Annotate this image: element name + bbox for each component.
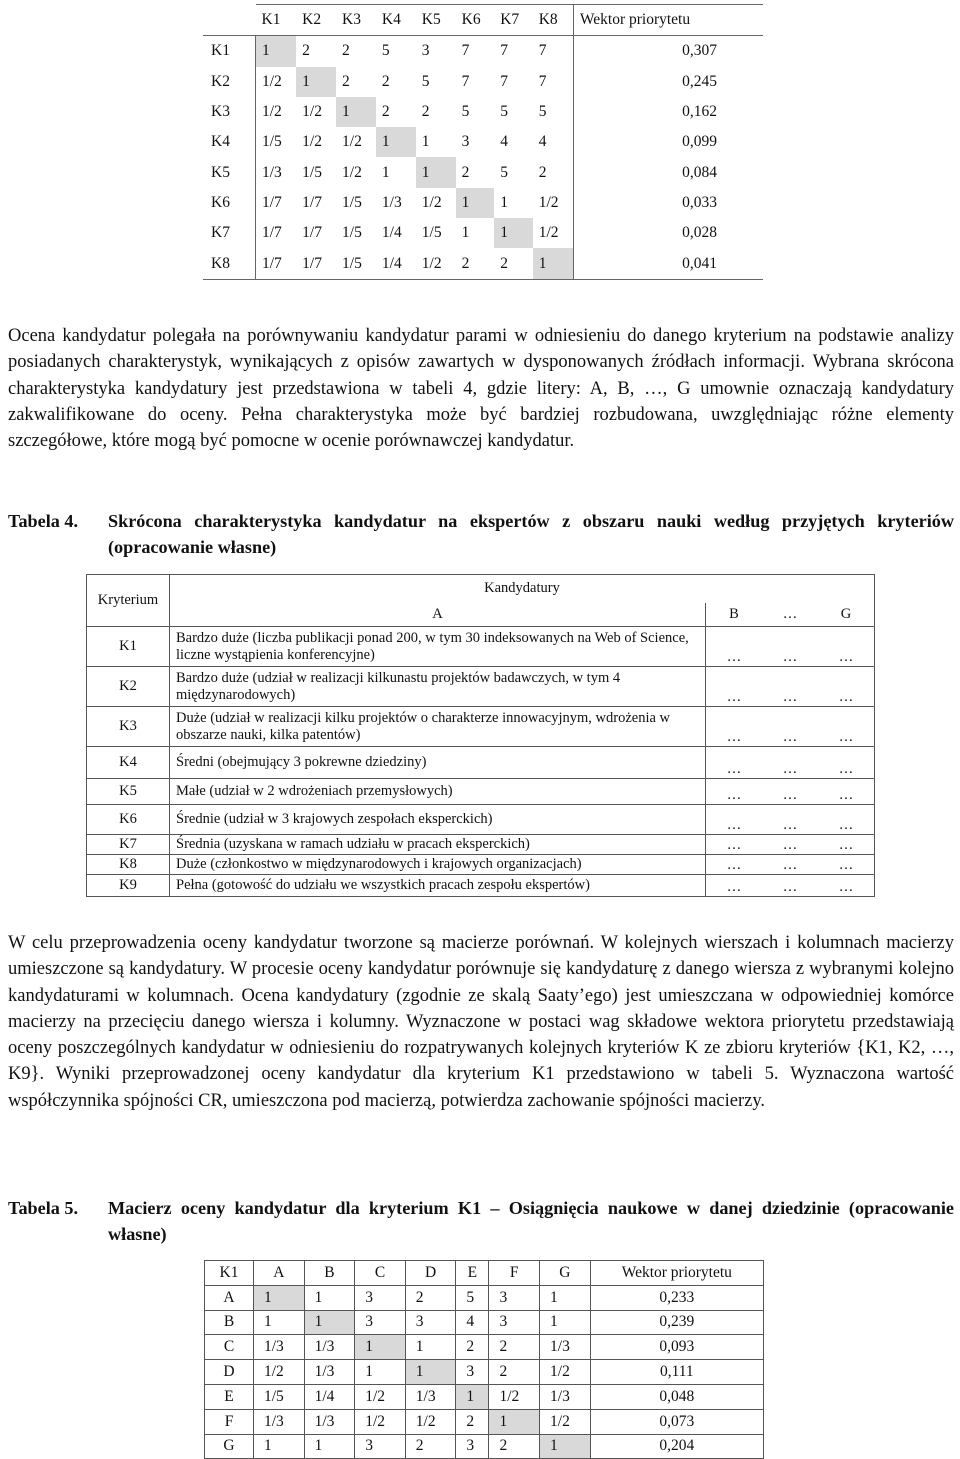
table-cell: 3 [416, 36, 456, 67]
criterion-cell: K6 [87, 805, 170, 835]
table-cell: 1/3 [254, 1335, 305, 1360]
table-row [203, 248, 763, 279]
table-cell: 1/7 [262, 193, 282, 211]
table-cell: 2 [489, 1335, 540, 1360]
priority-vector-cell: 0,073 [590, 1409, 763, 1434]
row-header: E [205, 1384, 254, 1409]
table-cell: 1/3 [304, 1409, 355, 1434]
priority-vector-cell: 0,093 [590, 1335, 763, 1360]
table-cell: 1 [456, 1384, 489, 1409]
table-cell: 1/5 [342, 224, 362, 242]
candidate-a-description: Duże (udział w realizacji kilku projektów o charakterze innowacyjnym, wdrożenia w obszarze nauki, kilka patentów) [170, 707, 706, 747]
table-cell: 1/4 [376, 248, 416, 279]
table-row [203, 67, 763, 97]
candidate-g-cell: … [818, 855, 875, 875]
table-cell: 1/5 [302, 163, 322, 181]
candidate-b-cell: … [706, 875, 763, 897]
candidate-matrix-k1-body [205, 1261, 764, 1459]
candidate-b-cell: … [706, 667, 763, 707]
column-header: E [456, 1261, 489, 1286]
table-cell: 2 [538, 163, 547, 181]
priority-vector-cell: 0,033 [573, 188, 763, 218]
candidate-mid-cell: … [762, 779, 818, 805]
column-header: K6 [456, 5, 495, 36]
table-row [205, 1434, 764, 1459]
table-cell: 1/3 [540, 1384, 591, 1409]
table-row [203, 36, 763, 67]
candidate-mid-cell: … [762, 875, 818, 897]
table-row [205, 1310, 764, 1335]
paragraph-comparison-matrices: W celu przeprowadzenia oceny kandydatur tworzone są macierze porównań. W kolejnych wierszach i kolumnach macierzy umieszczone są kandydatury. W procesie oceny kandydatur porównuje się kandydaturę z danego wiersza z wybranymi kolejno kandydaturami w kolumnach. Ocena kandydatury (zgodnie ze skalą Saaty’ego) jest umieszczana w odpowiedniej komórce macierzy na przecięciu danego wiersza i kolumny. Wyznaczone w postaci wag składowe wektora priorytetu przedstawiają oceny poszczególnych kandydatur w odniesieniu do rozpatrywanych kolejnych kryteriów K ze zbioru kryteriów {K1, K2, …, K9}. Wyniki przeprowadzonej oceny kandydatur dla kryterium K1 przedstawiono w tabeli 5. Wyznaczona wartość współczynnika spójności CR, umieszczona pod macierzą, potwierdza zachowanie spójności macierzy. [8, 933, 954, 1111]
table-cell: 1/2 [489, 1384, 540, 1409]
criterion-cell: K1 [87, 627, 170, 667]
table-row [203, 127, 763, 157]
table-cell: 5 [456, 1285, 489, 1310]
row-header: D [205, 1360, 254, 1385]
candidate-a-description: Małe (udział w 2 wdrożeniach przemysłowych) [170, 779, 706, 805]
table-row [87, 627, 875, 667]
candidate-a-description: Duże (członkostwo w międzynarodowych i krajowych organizacjach) [170, 855, 706, 875]
table-cell: 1/7 [262, 224, 282, 242]
table-cell: 7 [494, 36, 533, 67]
table-cell: 1 [355, 1360, 406, 1385]
table-cell: 1/2 [538, 224, 559, 242]
table-cell: 2 [456, 1409, 489, 1434]
corner-cell [203, 5, 256, 36]
table-cell: 1/2 [342, 163, 362, 181]
column-header: K4 [376, 5, 416, 36]
table-cell: 3 [456, 1434, 489, 1459]
table-cell: 2 [456, 1335, 489, 1360]
priority-vector-cell: 0,028 [573, 218, 763, 248]
candidate-b-cell: … [706, 805, 763, 835]
table-cell: 3 [489, 1285, 540, 1310]
table-cell: 1/3 [304, 1360, 355, 1385]
table-cell: 1/2 [421, 193, 442, 211]
row-header: K7 [203, 218, 256, 248]
candidate-g-cell: … [818, 779, 875, 805]
priority-vector-cell: 0,162 [573, 97, 763, 127]
column-header: K2 [296, 5, 336, 36]
table-cell: 1/2 [416, 248, 456, 279]
table-cell: 1/2 [540, 1360, 591, 1385]
table-cell: 4 [456, 1310, 489, 1335]
candidate-mid-cell: … [762, 707, 818, 747]
table-cell: 1 [336, 97, 376, 127]
table-cell: 5 [461, 103, 470, 121]
table-cell: 1 [456, 188, 495, 218]
table-cell: 5 [376, 36, 416, 67]
table-cell: 1/5 [342, 193, 362, 211]
table-cell: 1 [540, 1434, 591, 1459]
candidate-g-cell: … [818, 667, 875, 707]
candidate-matrix-k1-table [204, 1260, 764, 1459]
priority-vector-cell: 0,245 [573, 67, 763, 97]
criterion-cell: K2 [87, 667, 170, 707]
table-cell: 1/5 [254, 1384, 305, 1409]
table-cell: 1/3 [262, 163, 282, 181]
candidate-g-cell: … [818, 747, 875, 779]
table-cell: 1 [254, 1434, 305, 1459]
table-cell: 1 [381, 163, 390, 181]
table-cell: 1 [489, 1409, 540, 1434]
table-cell: 1/5 [336, 248, 376, 279]
table-cell: 1/3 [405, 1384, 456, 1409]
column-header: D [405, 1261, 456, 1286]
table-row [87, 875, 875, 897]
table-cell: 1/2 [355, 1384, 406, 1409]
table-cell: 1 [540, 1285, 591, 1310]
column-header: K7 [494, 5, 533, 36]
table-row [203, 218, 763, 248]
table-header-row [203, 5, 763, 36]
table-cell: 1/2 [262, 103, 282, 121]
table-cell: 1 [256, 36, 297, 67]
row-header: K8 [203, 248, 256, 279]
table-cell: 1/3 [254, 1409, 305, 1434]
table-cell: 1/2 [302, 133, 322, 151]
table-cell: 1/2 [262, 72, 282, 90]
candidate-mid-cell: … [762, 627, 818, 667]
priority-vector-cell: 0,084 [573, 157, 763, 187]
table-cell: 2 [489, 1434, 540, 1459]
column-header: B [304, 1261, 355, 1286]
column-header: K3 [336, 5, 376, 36]
table-cell: 7 [533, 36, 574, 67]
table-cell: 2 [405, 1285, 456, 1310]
table-cell: 1 [533, 248, 574, 279]
candidate-a-description: Średnie (udział w 3 krajowych zespołach eksperckich) [170, 805, 706, 835]
candidate-g-header: G [818, 603, 875, 627]
table-cell: 2 [405, 1434, 456, 1459]
criterion-cell: K5 [87, 779, 170, 805]
table-cell: 1/7 [296, 248, 336, 279]
table-cell: 1/2 [355, 1409, 406, 1434]
table-cell: 4 [500, 133, 508, 151]
row-header: G [205, 1434, 254, 1459]
table-row [205, 1384, 764, 1409]
column-header: G [540, 1261, 591, 1286]
criteria-comparison-table [203, 4, 763, 280]
table-cell: 3 [355, 1434, 406, 1459]
table-cell: 2 [381, 72, 390, 90]
table-row [205, 1409, 764, 1434]
row-header: K5 [203, 157, 256, 187]
column-header: F [489, 1261, 540, 1286]
row-header: B [205, 1310, 254, 1335]
candidate-g-cell: … [818, 627, 875, 667]
table-row [87, 855, 875, 875]
candidate-mid-cell: … [762, 667, 818, 707]
candidate-a-header: A [170, 603, 706, 627]
table4-caption-text: Skrócona charakterystyka kandydatur na ekspertów z obszaru nauki według przyjętych kryteriów (opracowanie własne) [108, 511, 954, 557]
table-cell: 4 [538, 133, 547, 151]
table-row [87, 747, 875, 779]
candidate-b-cell: … [706, 779, 763, 805]
table-cell: 2 [494, 248, 533, 279]
row-header: K3 [203, 97, 256, 127]
table-cell: 1 [376, 127, 416, 157]
row-header: K6 [203, 188, 256, 218]
candidate-mid-cell: … [762, 855, 818, 875]
table-row [87, 707, 875, 747]
column-header: K1 [256, 5, 297, 36]
row-header: A [205, 1285, 254, 1310]
criterion-header: K1 [205, 1261, 254, 1286]
table-row [87, 667, 875, 707]
table-cell: 1/5 [421, 224, 442, 242]
priority-vector-cell: 0,041 [573, 248, 763, 279]
table-cell: 2 [489, 1360, 540, 1385]
table-cell: 1/2 [254, 1360, 305, 1385]
candidate-b-cell: … [706, 627, 763, 667]
table-cell: 1 [494, 218, 533, 248]
table-cell: 7 [456, 36, 495, 67]
table-header-row [205, 1261, 764, 1286]
table-cell: 1/5 [262, 133, 282, 151]
table5-caption-text: Macierz oceny kandydatur dla kryterium K1 – Osiągnięcia naukowe w danej dziedzinie (opracowanie własne) [108, 1198, 954, 1244]
table-row [87, 779, 875, 805]
candidates-header: Kandydatury [170, 575, 875, 603]
table-cell: 2 [381, 103, 390, 121]
table-row [203, 97, 763, 127]
column-header: A [254, 1261, 305, 1286]
priority-vector-cell: 0,204 [590, 1434, 763, 1459]
table-cell: 1/2 [302, 103, 322, 121]
table-cell: 1 [540, 1310, 591, 1335]
candidate-characteristics-table [86, 574, 875, 897]
table-cell: 1/2 [538, 193, 559, 211]
table-cell: 3 [461, 133, 470, 151]
table-cell: 5 [500, 163, 508, 181]
row-header: F [205, 1409, 254, 1434]
table-row [205, 1335, 764, 1360]
table-cell: 2 [456, 248, 495, 279]
candidate-a-description: Średnia (uzyskana w ramach udziału w pracach eksperckich) [170, 835, 706, 855]
table-cell: 1 [500, 193, 508, 211]
criterion-cell: K3 [87, 707, 170, 747]
table-cell: 7 [538, 72, 547, 90]
candidate-mid-cell: … [762, 747, 818, 779]
criterion-cell: K7 [87, 835, 170, 855]
table-cell: 1 [304, 1310, 355, 1335]
table-cell: 1 [355, 1335, 406, 1360]
table-cell: 1 [304, 1285, 355, 1310]
criterion-cell: K9 [87, 875, 170, 897]
priority-vector-cell: 0,239 [590, 1310, 763, 1335]
table-cell: 2 [296, 36, 336, 67]
candidate-g-cell: … [818, 875, 875, 897]
table-cell: 1 [461, 224, 470, 242]
table-cell: 7 [461, 72, 470, 90]
table4-caption-label: Tabela 4. [8, 511, 79, 531]
priority-vector-cell: 0,048 [590, 1384, 763, 1409]
table-row [87, 805, 875, 835]
candidate-b-header: B [706, 603, 763, 627]
table-cell: 1 [304, 1434, 355, 1459]
table-cell: 2 [336, 36, 376, 67]
table-row [87, 835, 875, 855]
row-header: K2 [203, 67, 256, 97]
column-header: C [355, 1261, 406, 1286]
table-cell: 1/3 [540, 1335, 591, 1360]
table-cell: 1 [421, 133, 430, 151]
candidate-a-description: Pełna (gotowość do udziału we wszystkich pracach zespołu ekspertów) [170, 875, 706, 897]
table-cell: 3 [456, 1360, 489, 1385]
candidate-g-cell: … [818, 707, 875, 747]
table-row [205, 1360, 764, 1385]
table-cell: 1/4 [304, 1384, 355, 1409]
priority-vector-cell: 0,233 [590, 1285, 763, 1310]
table-cell: 1 [254, 1310, 305, 1335]
row-header: C [205, 1335, 254, 1360]
candidate-mid-header: … [762, 603, 818, 627]
candidate-a-description: Bardzo duże (udział w realizacji kilkunastu projektów badawczych, w tym 4 międzynarodowych) [170, 667, 706, 707]
candidate-b-cell: … [706, 855, 763, 875]
candidate-a-description: Średni (obejmujący 3 pokrewne dziedziny) [170, 747, 706, 779]
table-cell: 1/7 [302, 193, 322, 211]
table-cell: 1 [416, 157, 456, 187]
table-cell: 3 [355, 1285, 406, 1310]
table5-caption [8, 1195, 954, 1247]
criterion-cell: K4 [87, 747, 170, 779]
table-cell: 1 [254, 1285, 305, 1310]
priority-vector-cell: 0,099 [573, 127, 763, 157]
table-cell: 1/2 [540, 1409, 591, 1434]
table5-caption-label: Tabela 5. [8, 1198, 79, 1218]
table-cell: 2 [461, 163, 470, 181]
table-cell: 1/2 [342, 133, 362, 151]
candidate-g-cell: … [818, 805, 875, 835]
column-header: K8 [533, 5, 574, 36]
table-cell: 1/4 [381, 224, 402, 242]
column-header: K5 [416, 5, 456, 36]
table-cell: 2 [421, 103, 430, 121]
criterion-cell: K8 [87, 855, 170, 875]
table-cell: 1/7 [302, 224, 322, 242]
table-cell: 3 [489, 1310, 540, 1335]
table-cell: 7 [500, 72, 508, 90]
table-cell: 5 [538, 103, 547, 121]
table-cell: 1 [296, 67, 336, 97]
priority-vector-header: Wektor priorytetu [573, 5, 763, 36]
candidate-mid-cell: … [762, 835, 818, 855]
table-cell: 1/3 [381, 193, 402, 211]
table-row [205, 1285, 764, 1310]
table-cell: 3 [405, 1310, 456, 1335]
table-cell: 1 [405, 1335, 456, 1360]
candidate-b-cell: … [706, 835, 763, 855]
candidate-g-cell: … [818, 835, 875, 855]
table-cell: 5 [421, 72, 430, 90]
candidate-a-description: Bardzo duże (liczba publikacji ponad 200, w tym 30 indeksowanych na Web of Science, liczne wystąpienia konferencyjne) [170, 627, 706, 667]
priority-vector-header: Wektor priorytetu [590, 1261, 763, 1286]
table-cell: 5 [500, 103, 508, 121]
table-cell: 1/3 [304, 1335, 355, 1360]
criterion-header: Kryterium [87, 575, 170, 627]
table-cell: 3 [355, 1310, 406, 1335]
candidate-b-cell: … [706, 747, 763, 779]
table-cell: 1/7 [256, 248, 297, 279]
table-cell: 2 [342, 72, 350, 90]
paragraph-evaluation-method: Ocena kandydatur polegała na porównywaniu kandydatur parami w odniesieniu do danego kryterium na podstawie analizy posiadanych charakterystyk, wynikających z opisów zawartych w dysponowanych źródłach informacji. Wybrana skrócona charakterystyka kandydatury jest przedstawiona w tabeli 4, gdzie litery: A, B, …, G umownie oznaczają kandydatury zakwalifikowane do oceny. Pełna charakterystyka może być bardziej rozbudowana, uwzględniając różne elementy szczegółowe, które mogą być pomocne w ocenie porównawczej kandydatur. [8, 326, 954, 452]
row-header: K4 [203, 127, 256, 157]
candidate-b-cell: … [706, 707, 763, 747]
row-header: K1 [203, 36, 256, 67]
table4-caption [8, 508, 954, 560]
table-row [203, 157, 763, 187]
table-cell: 1/2 [405, 1409, 456, 1434]
priority-vector-cell: 0,111 [590, 1360, 763, 1385]
criteria-comparison-body [203, 5, 763, 280]
candidate-characteristics-body [87, 575, 875, 897]
priority-vector-cell: 0,307 [573, 36, 763, 67]
candidate-mid-cell: … [762, 805, 818, 835]
table-cell: 1 [405, 1360, 456, 1385]
table-row [203, 188, 763, 218]
